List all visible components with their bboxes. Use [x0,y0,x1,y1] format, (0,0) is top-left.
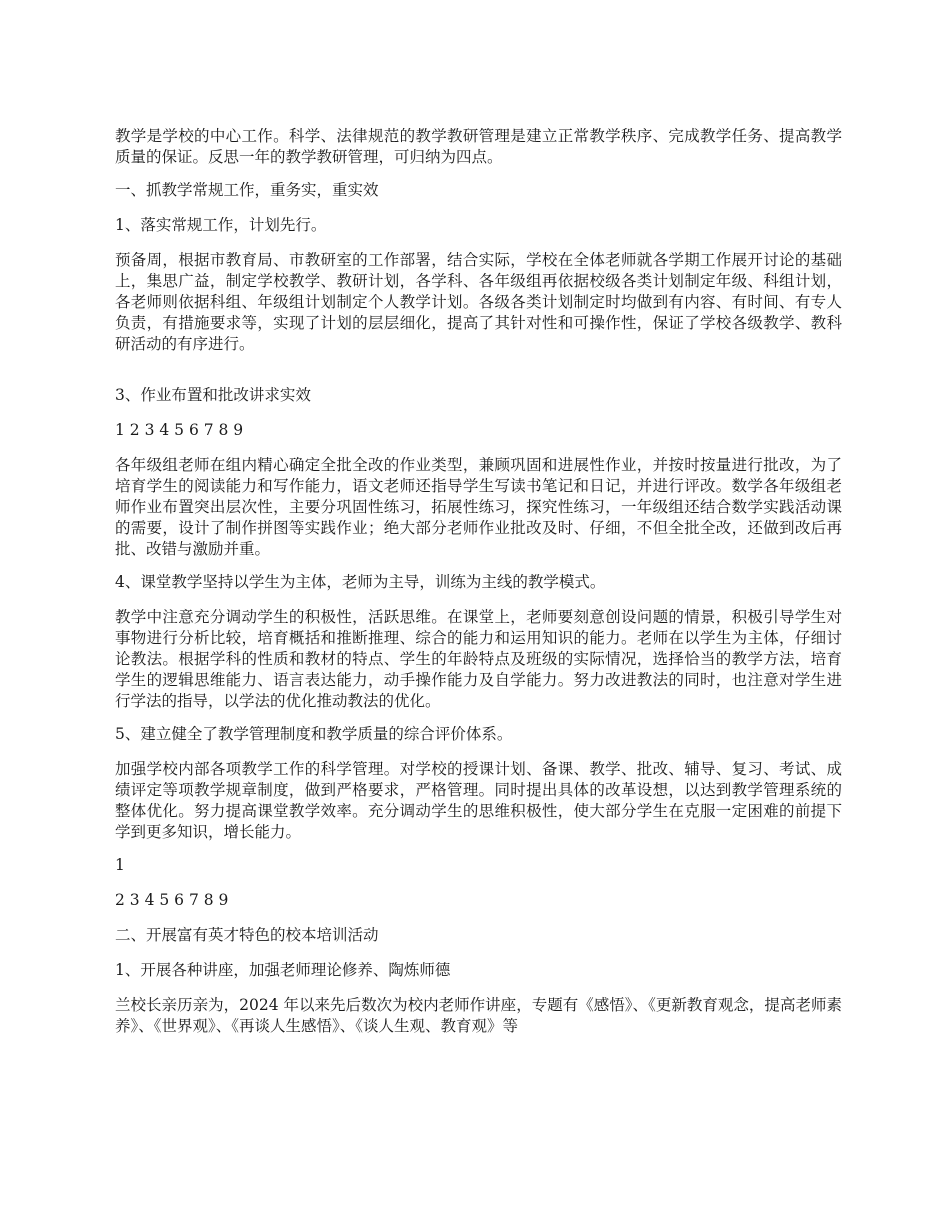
subsection-heading-1: 1、落实常规工作，计划先行。 [115,216,327,234]
paragraph-classroom: 教学中注意充分调动学生的积极性，活跃思维。在课堂上，老师要刻意创设问题的情景，积极引导学生对事物进行分析比较，培育概括和推断推理、综合的能力和运用知识的能力。老师在以学生为主体，仔细讨论教法。根据学科的性质和教材的特点、学生的年龄特点及班级的实际情况，选择恰当的教学方法，培育学生的逻辑思维能力、语言表达能力，动手操作能力及自学能力。努力改进教法的同时，也注意对学生进行学法的指导，以学法的优化推动教法的优化。 [115,608,842,710]
subsection-heading-4: 4、课堂教学坚持以学生为主体，老师为主导，训练为主线的教学模式。 [115,573,606,591]
section-heading-1: 一、抓教学常规工作，重务实，重实效 [115,181,379,199]
number-sequence: 1 2 3 4 5 6 7 8 9 [115,421,244,439]
intro-paragraph: 教学是学校的中心工作。科学、法律规范的教学教研管理是建立正常教学秩序、完成教学任务、提高教学质量的保证。反思一年的教学教研管理，可归纳为四点。 [115,127,842,166]
subsection-heading-2-1: 1、开展各种讲座，加强老师理论修养、陶炼师德 [115,961,451,979]
subsection-heading-3: 3、作业布置和批改讲求实效 [115,386,311,404]
section-heading-2: 二、开展富有英才特色的校本培训活动 [115,926,379,944]
page-number: 1 [115,856,125,874]
document-body [115,126,842,1049]
paragraph-lectures: 兰校长亲历亲为，2024 年以来先后数次为校内老师作讲座，专题有《感悟》、《更新教育观念，提高老师素养》、《世界观》、《再谈人生感悟》、《谈人生观、教育观》等 [115,996,842,1035]
subsection-heading-5: 5、建立健全了教学管理制度和教学质量的综合评价体系。 [115,725,513,743]
paragraph-management: 加强学校内部各项教学工作的科学管理。对学校的授课计划、备课、教学、批改、辅导、复习、考试、成绩评定等项教学规章制度，做到严格要求，严格管理。同时提出具体的改革设想，以达到教学管理系统的整体优化。努力提高课堂教学效率。充分调动学生的思维积极性，使大部分学生在克服一定困难的前提下学到更多知识，增长能力。 [115,760,842,841]
paragraph-planning: 预备周，根据市教育局、市教研室的工作部署，结合实际，学校在全体老师就各学期工作展开讨论的基础上，集思广益，制定学校教学、教研计划，各学科、各年级组再依据校级各类计划制定年级、科组计划，各老师则依据科组、年级组计划制定个人教学计划。各级各类计划制定时均做到有内容、有时间、有专人负责，有措施要求等，实现了计划的层层细化，提高了其针对性和可操作性，保证了学校各级教学、教科研活动的有序进行。 [115,251,842,353]
number-sequence-2: 2 3 4 5 6 7 8 9 [115,891,229,909]
paragraph-homework: 各年级组老师在组内精心确定全批全改的作业类型，兼顾巩固和进展性作业，并按时按量进行批改，为了培育学生的阅读能力和写作能力，语文老师还指导学生写读书笔记和日记，并进行评改。数学各年级组老师作业布置突出层次性，主要分巩固性练习，拓展性练习，探究性练习，一年级组还结合数学实践活动课的需要，设计了制作拼图等实践作业；绝大部分老师作业批改及时、仔细，不但全批全改，还做到改后再批、改错与激励并重。 [115,456,842,558]
